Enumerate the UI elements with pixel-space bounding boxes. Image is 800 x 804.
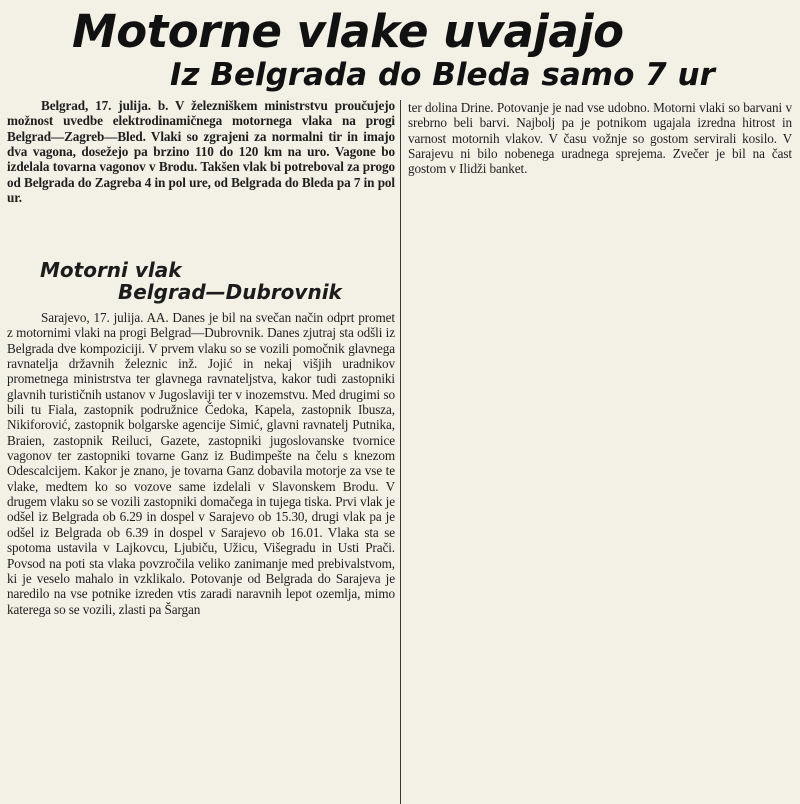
subheadline: Iz Belgrada do Bleda samo 7 ur [170, 57, 715, 93]
body-column-right [408, 100, 792, 177]
section-title-line2: Belgrad—Dubrovnik [118, 280, 342, 304]
body-left-text: Sarajevo, 17. julija. AA. Danes je bil na svečan način odprt promet z motornimi vlaki na progi Belgrad—Dubrovnik. Danes zjutraj sta odšli iz Belgrada dve kompoziciji. V prvem vlaku so se vozili pomočnik glavnega ravnatelja državnih železnic inž. Jojić in nekaj višjih uradnikov prometnega ministrstva ter glavnega ravnateljstva, kakor tudi zastopniki glavnih turističnih ustanov v Jugoslaviji ter v inozemstvu. Med drugimi so bili tu Fiala, zastopnik podružnice Čedoka, Kapela, zastopnik Ibusza, Nikiforović, zastopnik bolgarske agencije Simić, glavni ravnatelj Putnika, Braien, zastopnik Reiluci, Gazete, zastopniki jugoslovanske tvornice vagonov ter zastopniki tovarne Ganz iz Budimpešte na čelu s knezom Odescalcijem. Kakor je znano, je tovarna Ganz dobavila motorje za vse te vlake, medtem ko so vozove same izdelali v Slavonskem Brodu. V drugem vlaku so se vozili zastopniki domačega in tujega tiska. Prvi vlak je odšel iz Belgrada ob 6.29 in dospel v Sarajevo ob 15.30, drugi vlak pa je odšel iz Belgrada ob 6.39 in dospel v Sarajevo ob 16.01. Vlaka sta se spotoma ustavila v Lajkovcu, Ljubiču, Užicu, Višegradu in Usti Prači. Povsod na poti sta vlaka povzročila veliko zanimanje med prebivalstvom, ki je veselo mahalo in vzklikalo. Potovanje od Belgrada do Sarajeva je naredilo na vse potnike izreden vtis zaradi naravnih lepot ozemlja, mimo katerega so se vozili, zlasti pa Šargan [7, 310, 395, 617]
lead-paragraph [7, 98, 395, 205]
section-title-line1: Motorni vlak [40, 258, 182, 282]
column-divider [400, 100, 401, 804]
headline: Motorne vlake uvajajo [72, 5, 624, 58]
lead-text: Belgrad, 17. julija. b. V železniškem ministrstvu proučujejo možnost uvedbe elektrodinamičnega motornega vlaka na progi Belgrad—Zagreb—Bled. Vlaki so zgrajeni za normalni tir in imajo dva vagona, dosežejo pa brzino 110 do 120 km na uro. Vagone bo izdelala tovarna vagonov v Brodu. Takšen vlak bi potreboval za progo od Belgrada do Zagreba 4 in pol ure, od Belgrada do Bleda pa 7 in pol ur. [7, 98, 395, 206]
body-right-text: ter dolina Drine. Potovanje je nad vse udobno. Motorni vlaki so barvani v srebrno beli barvi. Najbolj pa je potnikom ugajala izredna hitrost in varnost motornih vlakov. V času vožnje so gostom servirali kosilo. V Sarajevu ni bilo nobenega uradnega sprejema. Zvečer je bil na čast gostom v Ilidži banket. [408, 100, 792, 177]
body-column-left [7, 310, 395, 617]
